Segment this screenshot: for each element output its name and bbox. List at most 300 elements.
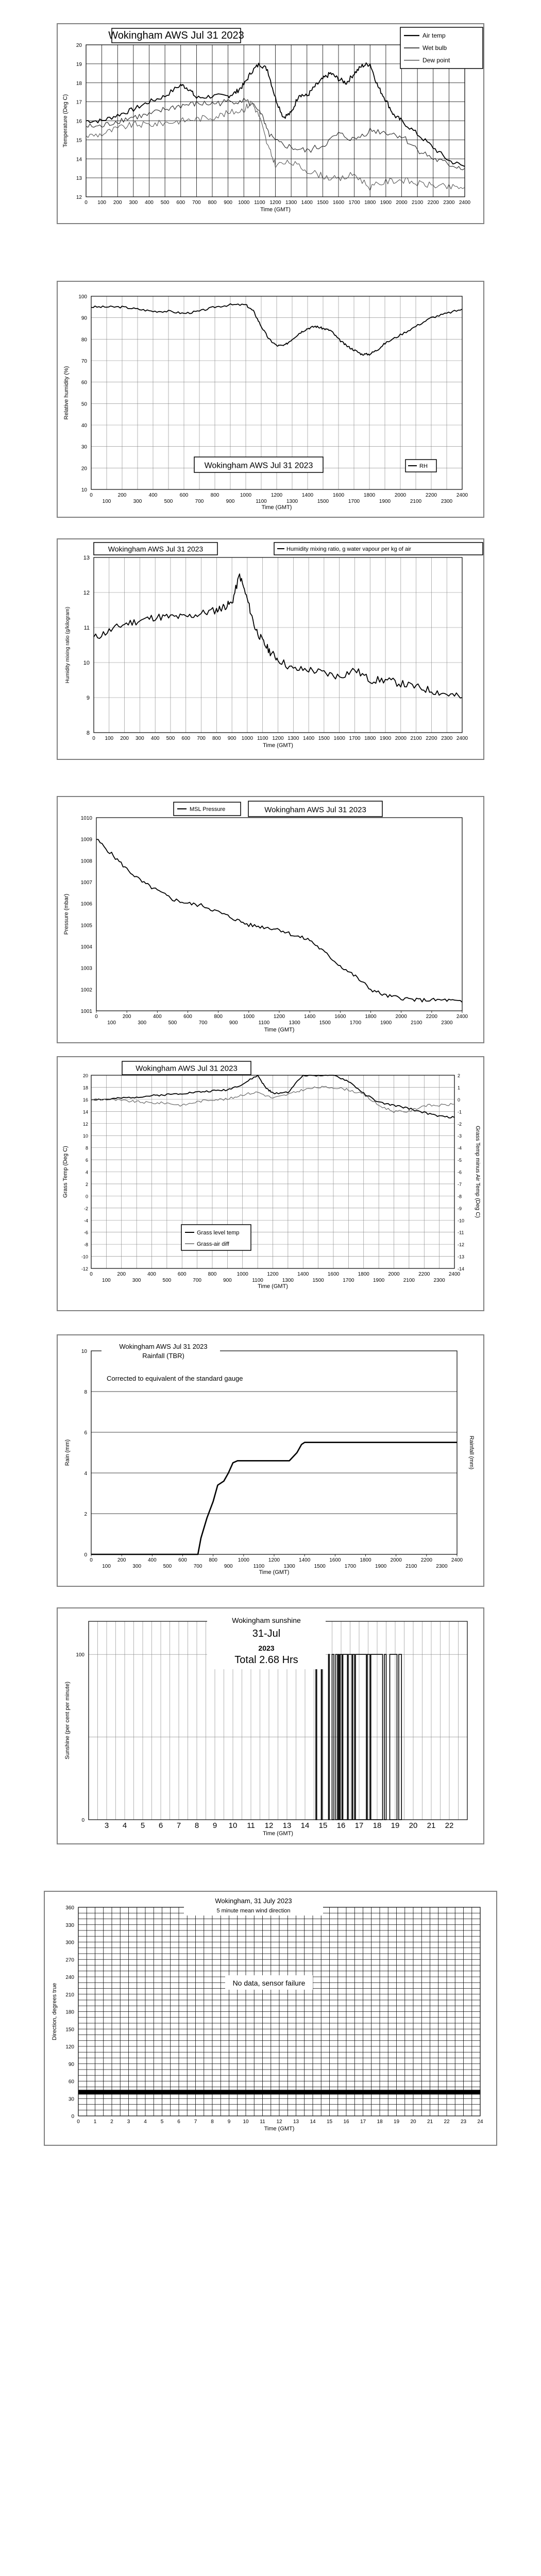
chart-pressure-panel (57, 796, 484, 1043)
x-tick-label: 14 (300, 1821, 310, 1830)
x-tick-label: 600 (183, 1014, 192, 1020)
x-tick-label: 1500 (317, 200, 329, 206)
y-tick-label: 90 (68, 2061, 74, 2067)
x-tick-label: 700 (193, 1278, 201, 1283)
y-tick-label: 210 (65, 1992, 74, 1998)
y-tick-label: 100 (76, 1652, 84, 1658)
legend-label: Air temp (422, 32, 446, 39)
legend-label: Dew point (422, 57, 450, 64)
y-tick-label: 13 (76, 176, 82, 182)
x-tick-label: 1000 (236, 1272, 248, 1277)
y-tick-label: 16 (76, 118, 82, 125)
x-tick-label: 2100 (411, 1020, 422, 1026)
x-tick-label: 17 (360, 2119, 366, 2125)
y-tick-label: 80 (81, 337, 87, 343)
chart-relative-humidity (58, 282, 485, 519)
x-tick-label: 2100 (410, 499, 422, 504)
x-tick-label: 100 (102, 499, 111, 504)
x-tick-label: 10 (243, 2119, 249, 2125)
x-tick-label: 800 (208, 1272, 217, 1277)
x-tick-label: 800 (208, 200, 217, 206)
x-tick-label: 300 (132, 1278, 141, 1283)
x-tick-label: 1600 (329, 1557, 341, 1563)
y-tick-label: 1010 (80, 816, 92, 821)
y-tick-label: 20 (76, 43, 82, 48)
chart-title: Wokingham AWS Jul 31 2023 (108, 545, 204, 553)
chart-title: Wokingham, 31 July 2023 (215, 1897, 292, 1905)
y-tick-label: 10 (83, 660, 90, 666)
y-tick-label-right: -1 (458, 1109, 462, 1115)
y-tick-label: 13 (83, 555, 90, 561)
y-tick-label: 1007 (80, 880, 92, 886)
y-tick-label-right: -5 (458, 1158, 462, 1163)
x-tick-label: 300 (133, 499, 142, 504)
chart-title: Wokingham sunshine (232, 1616, 301, 1624)
x-tick-label: 1300 (286, 499, 298, 504)
x-axis-label: Time (GMT) (258, 1283, 288, 1290)
y-tick-label: 2 (84, 1512, 87, 1517)
x-tick-label: 15 (326, 2119, 333, 2125)
x-tick-label: 22 (445, 1821, 454, 1830)
x-tick-label: 400 (145, 200, 154, 206)
x-tick-label: 0 (90, 493, 93, 498)
x-tick-label: 1600 (332, 493, 345, 498)
x-tick-label: 13 (293, 2119, 299, 2125)
x-tick-label: 2100 (410, 736, 422, 741)
y-tick-label: 0 (71, 2114, 74, 2120)
x-tick-label: 2100 (403, 1278, 415, 1283)
x-tick-label: 2000 (394, 493, 407, 498)
x-tick-label: 500 (164, 499, 173, 504)
y-tick-label-right: -14 (458, 1266, 465, 1272)
x-tick-label: 0 (90, 1557, 93, 1563)
y-tick-label: 120 (65, 2044, 74, 2050)
x-tick-label: 1100 (253, 1564, 265, 1569)
x-tick-label: 1300 (289, 1020, 300, 1026)
x-tick-label: 200 (117, 1272, 126, 1277)
x-tick-label: 1500 (314, 1564, 326, 1569)
y-tick-label: 1009 (80, 837, 92, 843)
x-tick-label: 1200 (270, 493, 283, 498)
y-tick-label: 30 (81, 444, 87, 450)
x-tick-label: 100 (102, 1564, 111, 1569)
y-tick-label-right: -12 (458, 1242, 465, 1248)
x-tick-label: 1100 (254, 200, 265, 206)
y-tick-label: 8 (86, 730, 90, 736)
x-tick-label: 1800 (365, 1014, 377, 1020)
x-tick-label: 8 (211, 2119, 214, 2125)
x-tick-label: 1300 (283, 1564, 295, 1569)
x-tick-label: 1300 (282, 1278, 294, 1283)
x-tick-label: 2300 (433, 1278, 445, 1283)
x-axis-label: Time (GMT) (264, 2126, 295, 2132)
x-tick-label: 5 (160, 2119, 164, 2125)
x-tick-label: 8 (194, 1821, 199, 1830)
x-tick-label: 2400 (451, 1557, 463, 1563)
legend-label: Humidity mixing ratio, g water vapour per kg of air (286, 546, 412, 552)
x-tick-label: 23 (460, 2119, 467, 2125)
x-tick-label: 2100 (405, 1564, 417, 1569)
chart-title: Wokingham AWS Jul 31 2023 (119, 1343, 208, 1350)
x-tick-label: 1800 (364, 200, 376, 206)
y-tick-label: 6 (84, 1430, 87, 1436)
x-tick-label: 900 (229, 1020, 238, 1026)
y-tick-label: 60 (81, 380, 87, 386)
y-tick-label: 4 (84, 1471, 87, 1477)
x-tick-label: 1200 (267, 1272, 279, 1277)
x-tick-label: 900 (223, 1278, 232, 1283)
x-tick-label: 800 (212, 736, 221, 741)
x-tick-label: 1400 (297, 1272, 309, 1277)
x-tick-label: 1400 (302, 736, 315, 741)
y-tick-label-right: -8 (458, 1194, 462, 1199)
chart-mixing-ratio (58, 539, 485, 761)
x-tick-label: 2400 (456, 493, 468, 498)
legend-label: Wet bulb (422, 44, 447, 52)
y-tick-label: 180 (65, 2009, 74, 2015)
x-tick-label: 400 (147, 1272, 156, 1277)
x-axis-label: Time (GMT) (260, 207, 291, 213)
chart-wind-direction (45, 1892, 498, 2147)
y-tick-label: 6 (85, 1158, 88, 1163)
x-tick-label: 1500 (319, 1020, 331, 1026)
x-axis-label: Time (GMT) (264, 1027, 295, 1033)
x-tick-label: 200 (113, 200, 122, 206)
x-tick-label: 13 (282, 1821, 292, 1830)
y-tick-label-right: -7 (458, 1181, 462, 1187)
x-tick-label: 300 (138, 1020, 147, 1026)
x-tick-label: 1000 (240, 493, 252, 498)
x-tick-label: 1700 (344, 1564, 357, 1569)
y-tick-label: 240 (65, 1975, 74, 1980)
x-tick-label: 2400 (448, 1272, 461, 1277)
x-tick-label: 200 (117, 1557, 126, 1563)
x-tick-label: 1000 (243, 1014, 255, 1020)
x-tick-label: 1900 (375, 1564, 387, 1569)
y-tick-label-right: -4 (458, 1145, 462, 1151)
y-tick-label-right: -3 (458, 1133, 462, 1139)
x-tick-label: 5 (140, 1821, 145, 1830)
y-tick-label: -6 (83, 1230, 88, 1235)
x-tick-label: 2200 (418, 1272, 430, 1277)
x-tick-label: 2200 (426, 1014, 437, 1020)
x-tick-label: 1700 (343, 1278, 354, 1283)
y-tick-label: -10 (81, 1254, 88, 1260)
x-tick-label: 1500 (318, 736, 330, 741)
y-tick-label: 15 (76, 138, 82, 144)
x-tick-label: 500 (166, 736, 175, 741)
x-tick-label: 2300 (441, 499, 453, 504)
y-tick-label: 12 (76, 195, 82, 200)
x-tick-label: 18 (373, 1821, 382, 1830)
y-tick-label: 1001 (80, 1009, 92, 1014)
x-tick-label: 2 (110, 2119, 113, 2125)
x-tick-label: 1700 (348, 499, 360, 504)
x-tick-label: 200 (117, 493, 127, 498)
y-tick-label: 18 (82, 1085, 88, 1091)
y-tick-label-right: 1 (458, 1085, 461, 1091)
y-tick-label: 16 (82, 1097, 88, 1103)
chart-title: Wokingham AWS Jul 31 2023 (136, 1064, 238, 1073)
y-tick-label: 1002 (80, 987, 92, 993)
x-tick-label: 600 (177, 1272, 187, 1277)
plot-frame (96, 818, 462, 1011)
y-axis-label: Rain (mm) (64, 1439, 71, 1466)
x-tick-label: 1600 (327, 1272, 340, 1277)
x-tick-label: 600 (178, 1557, 187, 1563)
x-tick-label: 1000 (238, 1557, 249, 1563)
x-tick-label: 300 (136, 736, 144, 741)
y-tick-label: 12 (83, 590, 90, 596)
y-tick-label: 8 (85, 1145, 88, 1151)
x-tick-label: 1500 (317, 499, 329, 504)
chart-sunshine-panel (57, 1607, 484, 1844)
y-tick-label-right: -2 (458, 1121, 462, 1127)
x-tick-label: 400 (153, 1014, 162, 1020)
x-tick-label: 800 (209, 1557, 218, 1563)
chart-temperature (58, 24, 485, 225)
y-tick-label: 100 (78, 294, 87, 300)
y-tick-label: -4 (83, 1218, 88, 1224)
x-tick-label: 1600 (334, 1014, 346, 1020)
x-tick-label: 1600 (332, 200, 345, 206)
y-tick-label: 19 (76, 61, 82, 67)
x-tick-label: 16 (336, 1821, 346, 1830)
x-tick-label: 11 (260, 2119, 265, 2125)
y-tick-label: 0 (81, 1818, 84, 1823)
y-tick-label: 270 (65, 1957, 74, 1963)
chart-subtitle: 5 minute mean wind direction (216, 1908, 291, 1914)
y-tick-label: 18 (76, 80, 82, 87)
x-tick-label: 2300 (443, 200, 455, 206)
chart-sunshine (58, 1608, 485, 1845)
legend-label: MSL Pressure (190, 806, 226, 812)
y-tick-label-right: -13 (458, 1254, 465, 1260)
chart-annotation: Corrected to equivalent of the standard gauge (107, 1375, 243, 1382)
chart-title: Wokingham AWS Jul 31 2023 (264, 805, 366, 815)
x-tick-label: 0 (84, 200, 88, 206)
x-tick-label: 12 (276, 2119, 282, 2125)
x-tick-label: 400 (150, 736, 160, 741)
x-tick-label: 2300 (441, 1020, 453, 1026)
y-tick-label: 30 (68, 2096, 74, 2103)
x-tick-label: 1400 (301, 493, 314, 498)
y-tick-label: 360 (65, 1905, 74, 1911)
x-tick-label: 3 (104, 1821, 109, 1830)
y-tick-label-right: -6 (458, 1170, 462, 1175)
x-tick-label: 1600 (333, 736, 345, 741)
y-tick-label-right: 0 (458, 1097, 461, 1103)
y-tick-label: 10 (81, 487, 87, 493)
x-tick-label: 1800 (364, 736, 376, 741)
x-tick-label: 19 (391, 1821, 400, 1830)
chart-humidity-panel (57, 281, 484, 518)
x-tick-label: 1800 (358, 1272, 369, 1277)
x-tick-label: 16 (343, 2119, 349, 2125)
x-tick-label: 1900 (380, 200, 392, 206)
y-tick-label: 9 (86, 695, 90, 701)
legend-label: RH (419, 463, 428, 469)
y-tick-label: 14 (76, 157, 82, 163)
y-axis-label: Pressure (mbar) (63, 893, 70, 935)
chart-year: 2023 (258, 1644, 275, 1652)
y-tick-label: 2 (85, 1181, 88, 1187)
y-tick-label: 8 (84, 1389, 87, 1395)
x-tick-label: 1200 (269, 200, 281, 206)
x-tick-label: 0 (95, 1014, 98, 1020)
x-tick-label: 17 (354, 1821, 364, 1830)
x-tick-label: 1200 (273, 1014, 285, 1020)
y-tick-label: 17 (76, 99, 82, 106)
y-tick-label: 1004 (80, 944, 92, 950)
x-tick-label: 1100 (252, 1278, 263, 1283)
x-tick-label: 2400 (456, 736, 468, 741)
x-tick-label: 0 (92, 736, 95, 741)
y-tick-label-right: -10 (458, 1218, 465, 1224)
x-tick-label: 11 (247, 1821, 255, 1830)
x-tick-label: 1700 (348, 200, 360, 206)
y-tick-label: 20 (82, 1073, 88, 1078)
y-tick-label: 150 (65, 2027, 74, 2033)
y-tick-label: 14 (82, 1109, 88, 1115)
x-tick-label: 600 (176, 200, 185, 206)
x-tick-label: 3 (127, 2119, 130, 2125)
x-tick-label: 900 (224, 200, 232, 206)
y-axis-label-right: Grass Temp minus Air Temp (Deg C) (475, 1126, 481, 1218)
y-tick-label: -8 (83, 1242, 88, 1248)
x-tick-label: 2000 (395, 1014, 407, 1020)
x-axis-label: Time (GMT) (263, 1831, 293, 1837)
x-tick-label: 4 (144, 2119, 147, 2125)
x-tick-label: 9 (212, 1821, 217, 1830)
x-tick-label: 100 (102, 1278, 111, 1283)
x-tick-label: 400 (148, 493, 158, 498)
legend-label: Grass level temp (197, 1230, 240, 1236)
x-tick-label: 1900 (373, 1278, 385, 1283)
x-tick-label: 0 (77, 2119, 80, 2125)
y-tick-label: 11 (83, 625, 90, 631)
x-tick-label: 15 (318, 1821, 328, 1830)
y-tick-label: 4 (85, 1170, 88, 1175)
y-tick-label-right: -11 (458, 1230, 464, 1235)
x-tick-label: 1 (93, 2119, 97, 2125)
x-tick-label: 1800 (360, 1557, 371, 1563)
x-tick-label: 800 (214, 1014, 223, 1020)
chart-title: Wokingham AWS Jul 31 2023 (204, 461, 313, 470)
y-tick-label-right: -9 (458, 1206, 462, 1211)
x-tick-label: 1900 (379, 499, 391, 504)
x-tick-label: 1700 (349, 1020, 362, 1026)
x-tick-label: 500 (162, 1278, 172, 1283)
y-tick-label: 40 (81, 423, 87, 429)
x-tick-label: 700 (197, 736, 206, 741)
x-tick-label: 700 (195, 499, 204, 504)
x-tick-label: 12 (264, 1821, 274, 1830)
y-axis-label: Direction, degrees true (52, 1982, 58, 2041)
x-tick-label: 14 (310, 2119, 316, 2125)
x-tick-label: 20 (410, 2119, 416, 2125)
y-tick-label: 70 (81, 359, 87, 364)
chart-grass-temp-panel (57, 1056, 484, 1311)
y-tick-label: 300 (65, 1940, 74, 1946)
chart-annotation: No data, sensor failure (232, 1979, 306, 1987)
x-tick-label: 1000 (241, 736, 253, 741)
y-tick-label: 20 (81, 466, 87, 472)
x-tick-label: 18 (377, 2119, 383, 2125)
x-tick-label: 21 (427, 1821, 436, 1830)
chart-grass-temperature (58, 1057, 485, 1312)
x-tick-label: 2200 (420, 1557, 432, 1563)
y-tick-label: 60 (68, 2079, 74, 2085)
x-tick-label: 1300 (285, 200, 297, 206)
y-axis-label: Grass Temp (Deg C) (62, 1146, 69, 1198)
x-tick-label: 2200 (427, 200, 439, 206)
chart-title: Wokingham AWS Jul 31 2023 (108, 30, 244, 42)
x-tick-label: 21 (427, 2119, 433, 2125)
x-tick-label: 22 (444, 2119, 450, 2125)
y-axis-label-right: Rainfall (mm) (468, 1435, 475, 1470)
x-axis-label: Time (GMT) (263, 742, 293, 749)
y-tick-label: -2 (83, 1206, 88, 1211)
x-tick-label: 24 (477, 2119, 483, 2125)
x-tick-label: 500 (160, 200, 170, 206)
x-tick-label: 600 (179, 493, 189, 498)
x-tick-label: 2100 (412, 200, 424, 206)
x-axis-label: Time (GMT) (259, 1569, 290, 1575)
y-tick-label: 12 (82, 1121, 88, 1127)
chart-pressure (58, 797, 485, 1044)
x-tick-label: 100 (97, 200, 106, 206)
y-tick-label: 50 (81, 401, 87, 408)
y-tick-label: 1008 (80, 858, 92, 865)
y-tick-label: 1006 (80, 901, 92, 907)
x-tick-label: 400 (147, 1557, 157, 1563)
y-tick-label: 330 (65, 1922, 74, 1928)
y-tick-label: 90 (81, 315, 87, 321)
x-tick-label: 1300 (288, 736, 299, 741)
x-axis-label: Time (GMT) (261, 504, 292, 511)
y-tick-label: 0 (84, 1552, 87, 1558)
x-tick-label: 1900 (380, 1020, 392, 1026)
x-tick-label: 900 (226, 499, 235, 504)
x-tick-label: 900 (227, 736, 236, 741)
x-tick-label: 200 (122, 1014, 131, 1020)
x-tick-label: 1400 (301, 200, 313, 206)
x-tick-label: 1100 (258, 1020, 270, 1026)
x-tick-label: 6 (158, 1821, 163, 1830)
y-axis-label: Humidity mixing ratio (g/kilogram) (65, 606, 71, 684)
y-axis-label: Relative humidity (%) (63, 366, 70, 420)
x-tick-label: 700 (198, 1020, 208, 1026)
series-line-msl-pressure (96, 839, 462, 1002)
x-tick-label: 2200 (426, 736, 437, 741)
x-tick-label: 2000 (390, 1557, 402, 1563)
y-axis-label: Sunshine (per cent per minute) (64, 1681, 71, 1760)
x-tick-label: 1200 (272, 736, 284, 741)
x-tick-label: 9 (227, 2119, 231, 2125)
y-tick-label: 1005 (80, 923, 92, 929)
chart-total: Total 2.68 Hrs (234, 1654, 298, 1666)
x-tick-label: 300 (132, 1564, 142, 1569)
x-tick-label: 500 (168, 1020, 177, 1026)
x-tick-label: 2300 (441, 736, 453, 741)
y-tick-label-right: 2 (458, 1073, 461, 1078)
x-tick-label: 2400 (459, 200, 471, 206)
x-tick-label: 200 (120, 736, 129, 741)
y-tick-label: 10 (82, 1133, 88, 1139)
chart-mixing-ratio-panel (57, 538, 484, 760)
x-tick-label: 1100 (256, 499, 267, 504)
